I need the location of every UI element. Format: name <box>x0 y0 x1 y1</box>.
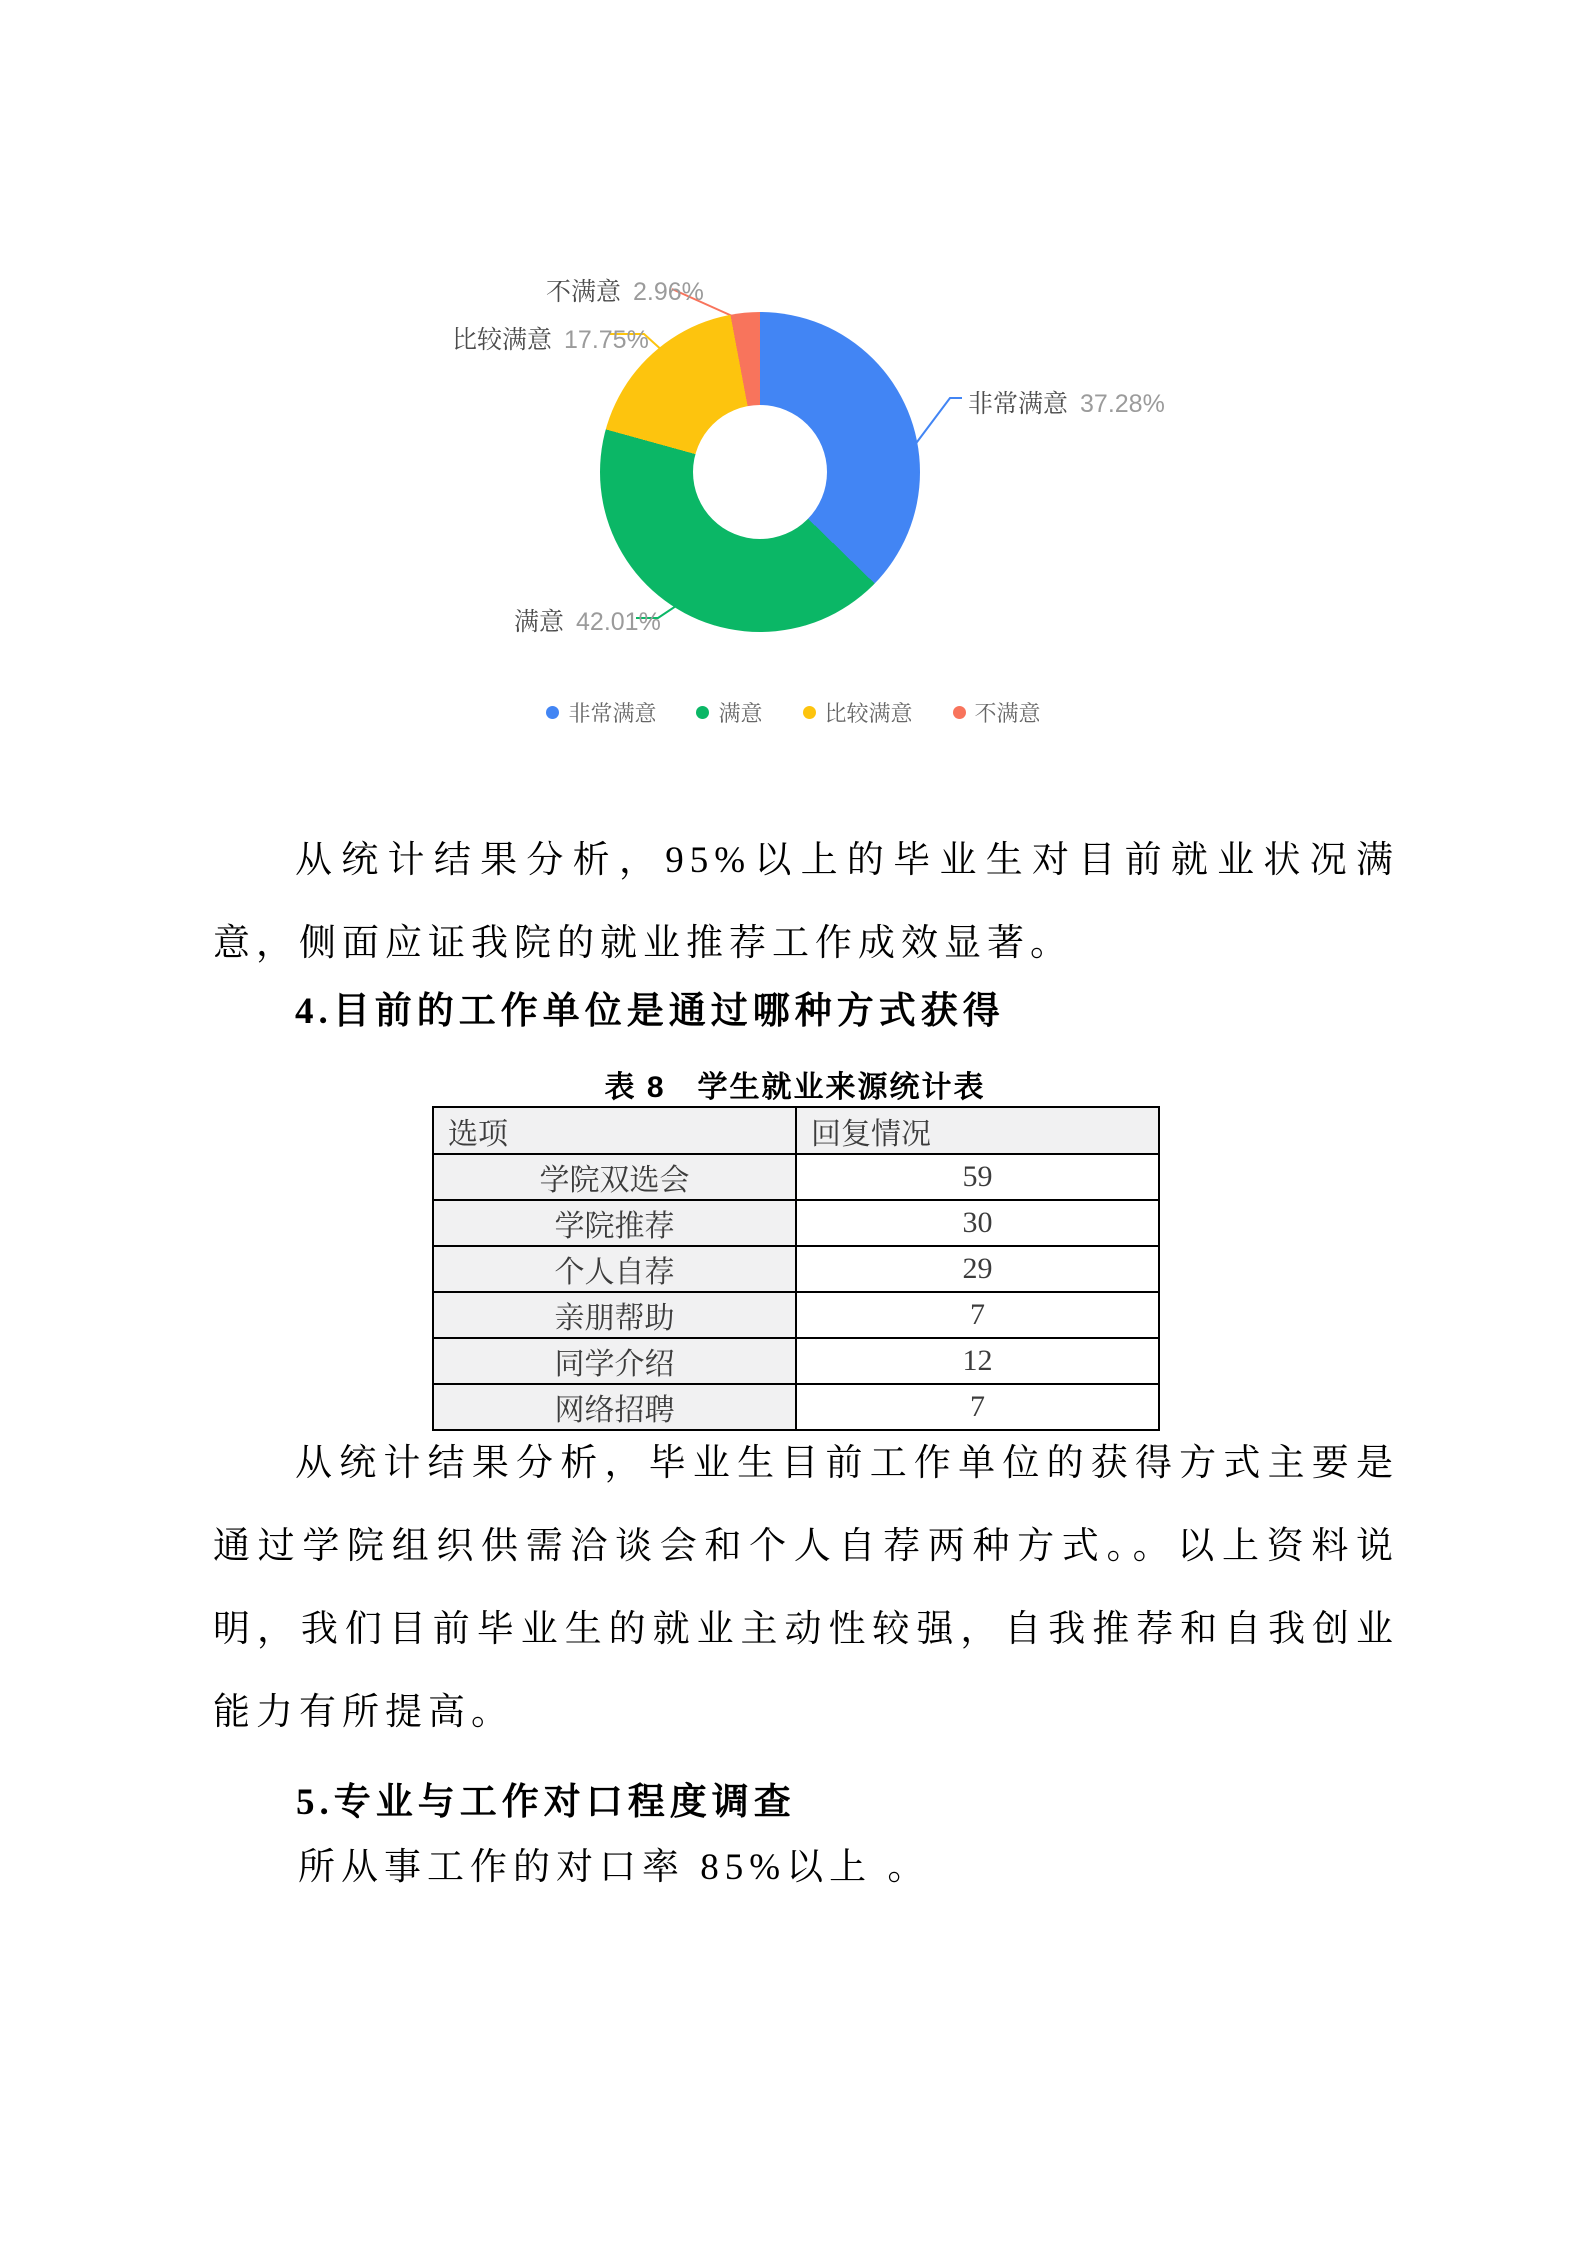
employment-source-table <box>432 1106 1160 1431</box>
pie-label-value: 42.01% <box>576 608 661 636</box>
pie-label-dissatisfied <box>546 272 704 308</box>
table-row <box>433 1200 1159 1246</box>
pie-label-fairly-satisfied <box>452 320 649 356</box>
cell-option: 学院双选会 <box>433 1154 796 1200</box>
paragraph-analysis-2: 从统计结果分析，毕业生目前工作单位的获得方式主要是通过学院组织供需洽谈会和个人自荐两种方式。。以上资料说明，我们目前毕业生的就业主动性较强，自我推荐和自我创业能力有所提高。 <box>213 1443 1399 1733</box>
pie-label-very-satisfied <box>968 384 1165 420</box>
table-row <box>433 1338 1159 1384</box>
cell-option: 同学介绍 <box>433 1338 796 1384</box>
cell-option: 个人自荐 <box>433 1246 796 1292</box>
legend-item-very-satisfied <box>546 697 656 728</box>
legend-item-satisfied <box>696 697 762 728</box>
paragraph-match-rate: 所从事工作的对口率 85%以上 。 <box>298 1847 931 1888</box>
legend-item-fairly-satisfied <box>803 697 913 728</box>
chart-legend <box>0 697 1587 728</box>
table-header-row <box>433 1107 1159 1154</box>
legend-label: 不满意 <box>974 701 1041 726</box>
cell-count: 29 <box>796 1246 1159 1292</box>
legend-dot-icon <box>953 706 966 719</box>
legend-item-dissatisfied <box>953 697 1041 728</box>
cell-count: 12 <box>796 1338 1159 1384</box>
pie-label-name: 满意 <box>514 608 565 636</box>
pie-label-value: 2.96% <box>633 278 704 306</box>
heading-section-4: 4.目前的工作单位是通过哪种方式获得 <box>295 991 1005 1032</box>
legend-label: 比较满意 <box>824 701 913 726</box>
cell-count: 30 <box>796 1200 1159 1246</box>
heading-section-5: 5.专业与工作对口程度调查 <box>296 1782 796 1823</box>
table-row <box>433 1246 1159 1292</box>
header-responses: 回复情况 <box>796 1107 1159 1154</box>
pie-label-value: 17.75% <box>564 326 649 354</box>
legend-label: 满意 <box>718 701 763 726</box>
legend-dot-icon <box>696 706 709 719</box>
table-title: 表 8 学生就业来源统计表 <box>604 1071 986 1104</box>
cell-option: 学院推荐 <box>433 1200 796 1246</box>
satisfaction-donut-chart <box>0 0 1587 780</box>
donut-hole <box>693 405 827 539</box>
cell-count: 7 <box>796 1292 1159 1338</box>
pie-label-name: 比较满意 <box>452 326 553 354</box>
legend-dot-icon <box>546 706 559 719</box>
pie-label-satisfied <box>514 602 661 638</box>
cell-count: 7 <box>796 1384 1159 1430</box>
table-row <box>433 1154 1159 1200</box>
cell-option: 亲朋帮助 <box>433 1292 796 1338</box>
paragraph-analysis-1: 从统计结果分析，95%以上的毕业生对目前就业状况满意，侧面应证我院的就业推荐工作成效显著。 <box>213 840 1399 964</box>
table-row <box>433 1292 1159 1338</box>
cell-option: 网络招聘 <box>433 1384 796 1430</box>
pie-label-value: 37.28% <box>1080 390 1165 418</box>
header-option: 选项 <box>433 1107 796 1154</box>
legend-dot-icon <box>803 706 816 719</box>
leader-line-very-satisfied <box>914 398 962 446</box>
pie-label-name: 非常满意 <box>968 390 1069 418</box>
legend-label: 非常满意 <box>568 701 657 726</box>
cell-count: 59 <box>796 1154 1159 1200</box>
pie-label-name: 不满意 <box>546 278 622 306</box>
